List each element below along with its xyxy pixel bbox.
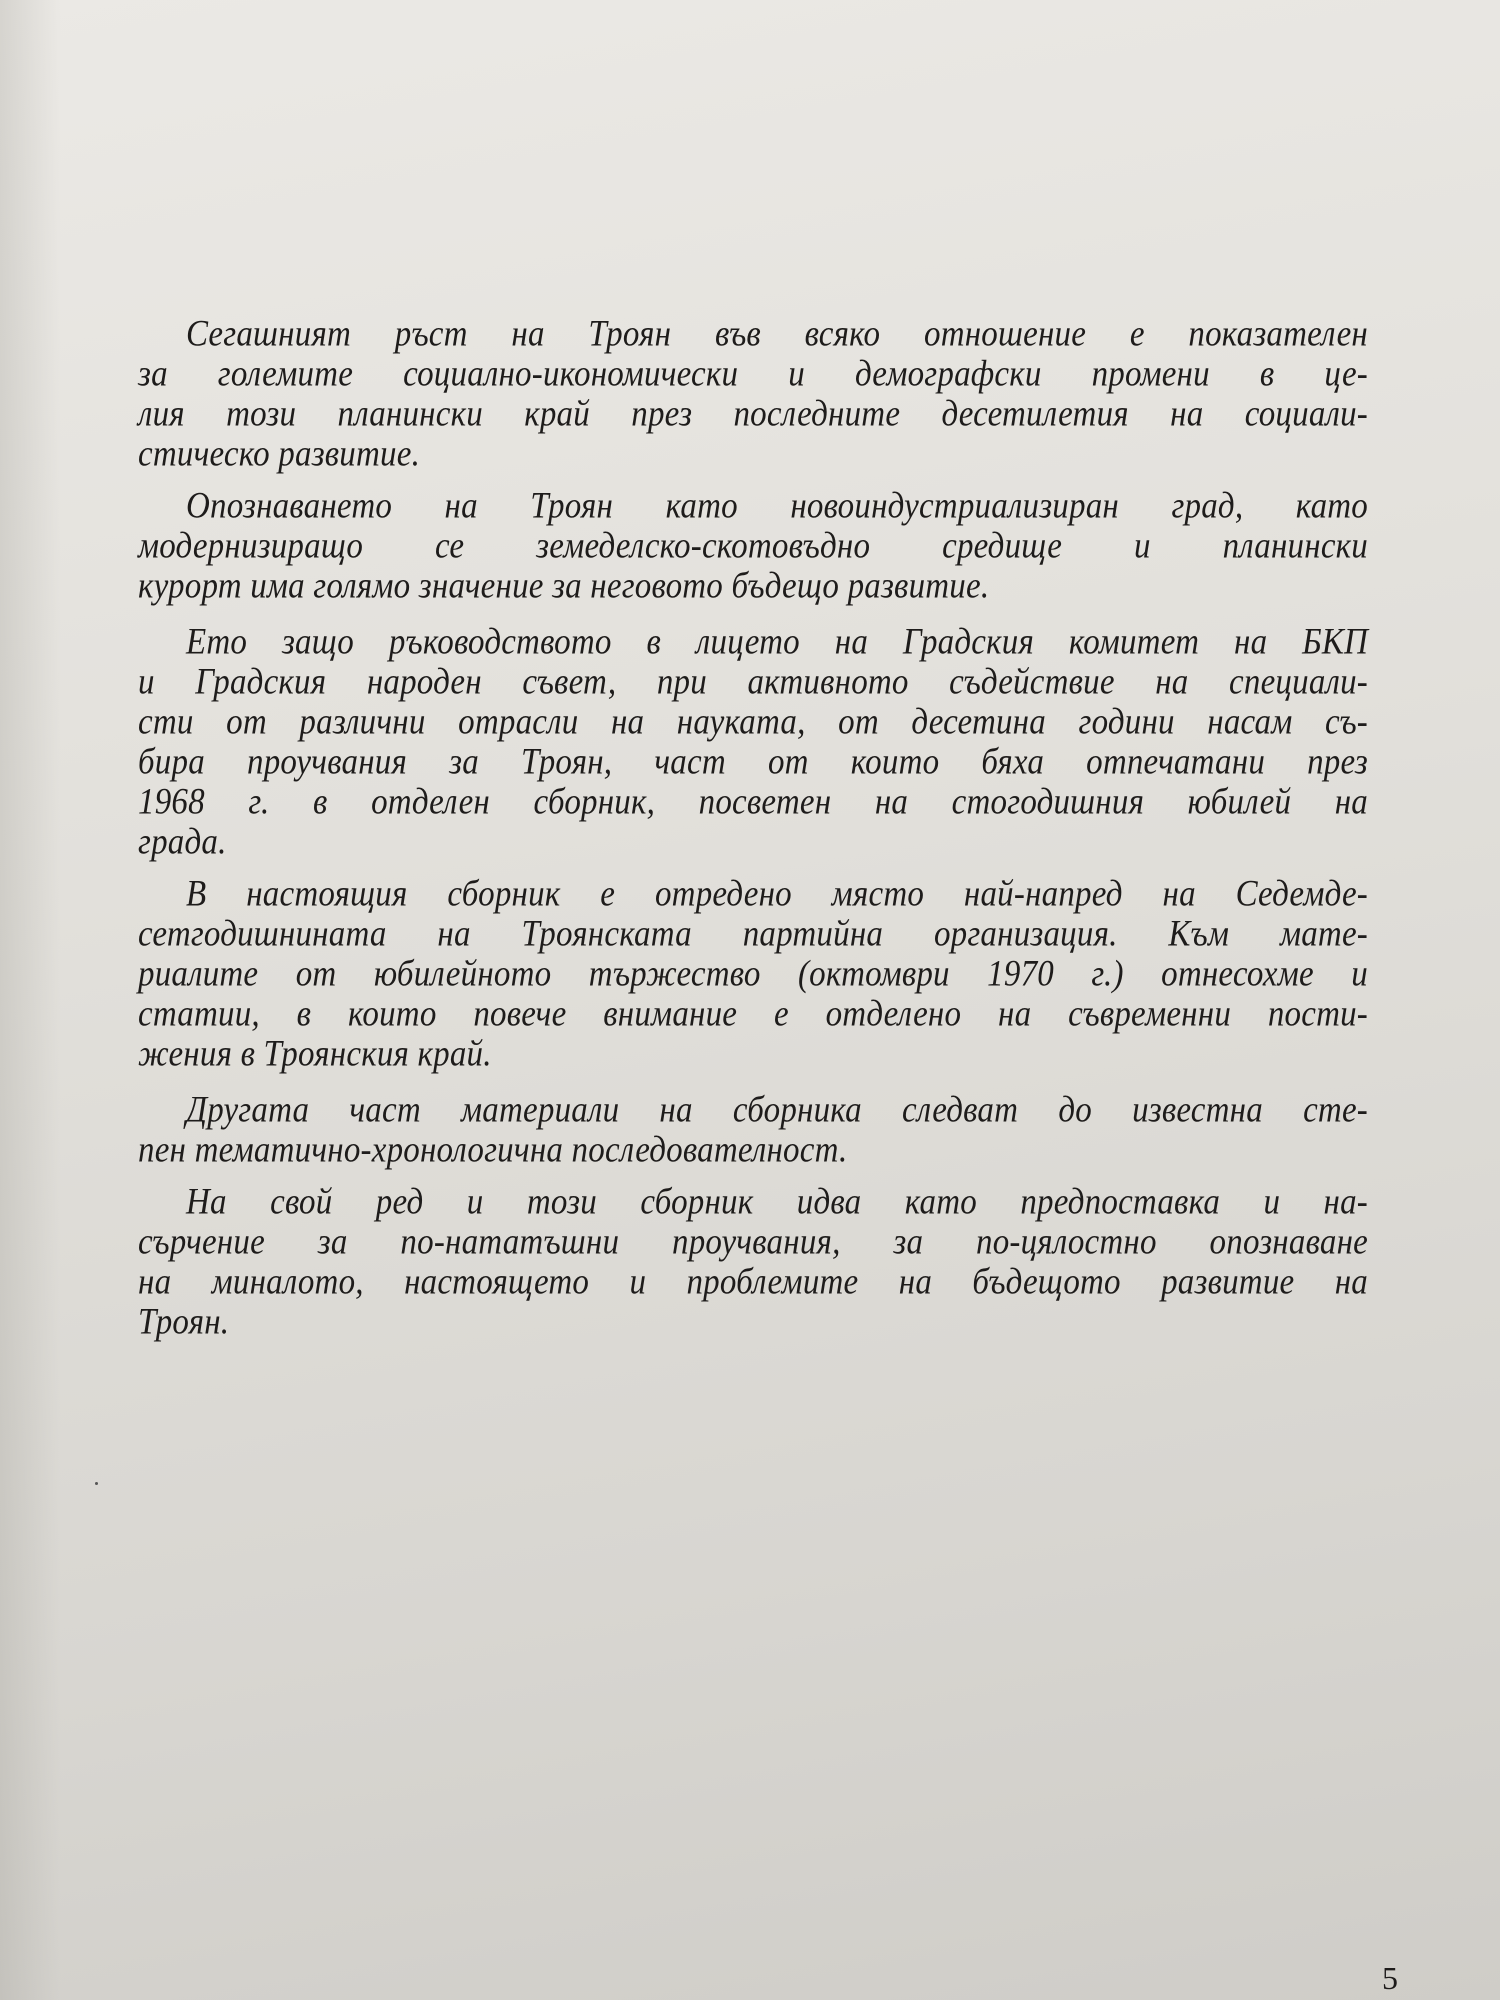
text-line: Другата част материали на сборника следват до известна сте- xyxy=(186,1090,1368,1131)
text-line: за големите социално-икономически и демографски промени в це- xyxy=(138,354,1368,395)
page-gutter-shadow xyxy=(0,0,60,2000)
text-line: Опознаването на Троян като новоиндустриализиран град, като xyxy=(186,486,1368,527)
text-line: и Градския народен съвет, при активното съдействие на специали- xyxy=(138,662,1368,703)
text-line: риалите от юбилейното тържество (октомври 1970 г.) отнесохме и xyxy=(138,954,1368,995)
text-line: жения в Троянския край. xyxy=(138,1034,492,1075)
text-line: бира проучвания за Троян, част от които бяха отпечатани през xyxy=(138,742,1368,783)
page-number: 5 xyxy=(1382,1960,1398,1996)
text-line: статии, в които повече внимание е отделено на съвременни пости- xyxy=(138,994,1368,1035)
text-line: пен тематично-хронологична последователност. xyxy=(138,1130,848,1171)
text-line: Ето защо ръководството в лицето на Градския комитет на БКП xyxy=(186,622,1368,663)
text-line: сърчение за по-нататъшни проучвания, за по-цялостно опознаване xyxy=(138,1222,1368,1263)
text-line: сти от различни отрасли на науката, от десетина години насам съ- xyxy=(138,702,1368,743)
speck xyxy=(95,1482,98,1485)
text-line: В настоящия сборник е отредено място най-напред на Седемде- xyxy=(186,874,1368,915)
text-line: 1968 г. в отделен сборник, посветен на стогодишния юбилей на xyxy=(138,782,1368,823)
text-line: Сегашният ръст на Троян във всяко отношение е показателен xyxy=(186,314,1368,355)
text-line: на миналото, настоящето и проблемите на бъдещото развитие на xyxy=(138,1262,1368,1303)
text-line: курорт има голямо значение за неговото бъдещо развитие. xyxy=(138,566,990,607)
text-line: града. xyxy=(138,822,227,863)
text-line: На свой ред и този сборник идва като предпоставка и на- xyxy=(186,1182,1368,1223)
text-line: сетгодишнината на Троянската партийна организация. Към мате- xyxy=(138,914,1368,955)
text-line: стическо развитие. xyxy=(138,434,421,475)
text-line: лия този планински край през последните десетилетия на социали- xyxy=(138,394,1368,435)
text-line: модернизиращо се земеделско-скотовъдно средище и планински xyxy=(138,526,1368,567)
text-line: Троян. xyxy=(138,1302,230,1343)
